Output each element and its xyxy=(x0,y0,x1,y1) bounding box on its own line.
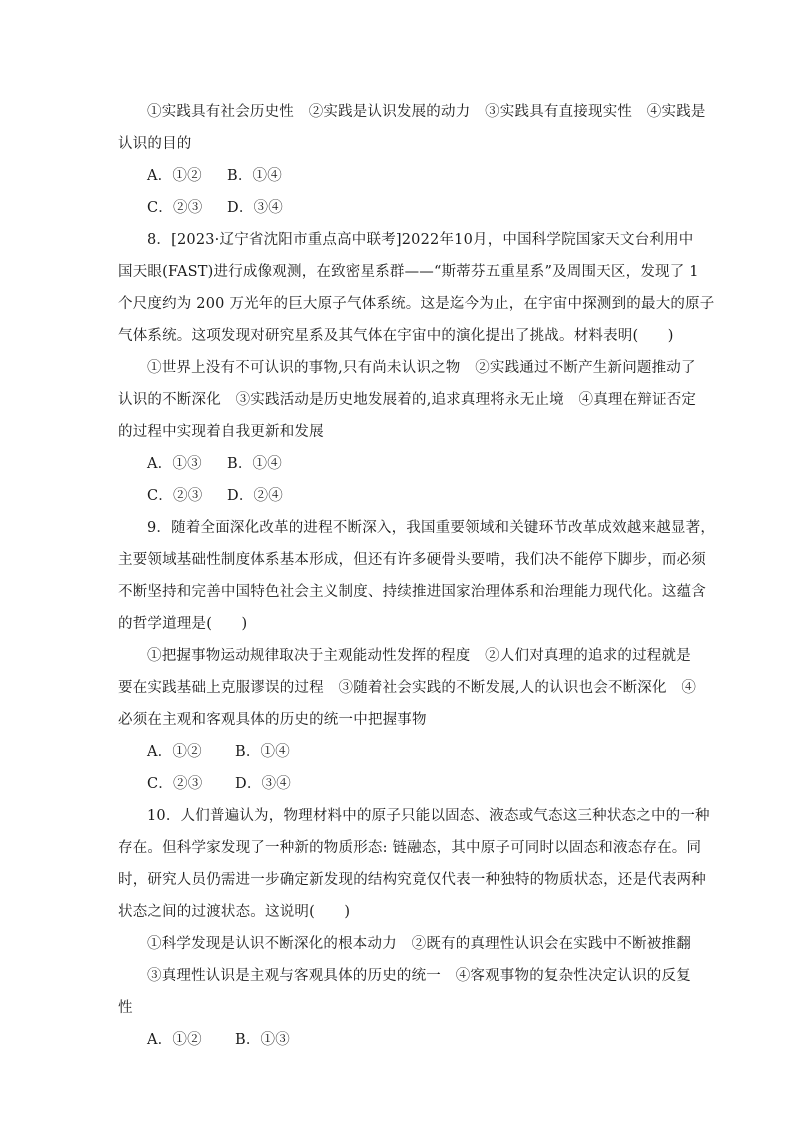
q8-stem-line-3: 个尺度约为 200 万光年的巨大原子气体系统。这是迄今为止，在宇宙中探测到的最大的原子 xyxy=(118,296,715,312)
q8-choice-d: D．②④ xyxy=(227,488,283,504)
q9-choice-c: C．②③ xyxy=(147,776,203,792)
q7-choices-row-2 xyxy=(147,198,283,218)
q9-choices-row-1 xyxy=(147,742,290,762)
q10-stem-line-4: 状态之间的过渡状态。这说明( ) xyxy=(118,904,351,920)
q10-stem-line-2: 存在。但科学家发现了一种新的物质形态: 链融态，其中原子可同时以固态和液态存在。同 xyxy=(118,840,702,856)
q9-choice-d: D．③④ xyxy=(235,776,291,792)
q10-choices-row-1 xyxy=(147,1030,290,1050)
q9-stem-line-1: 9．随着全面深化改革的进程不断深入，我国重要领域和关键环节改革成效越来越显著， xyxy=(147,520,716,536)
q7-choice-a: A．①② xyxy=(147,168,202,184)
q8-options-line-2: 认识的不断深化 ③实践活动是历史地发展着的,追求真理将永无止境 ④真理在辩证否定 xyxy=(118,392,697,408)
q8-choice-a: A．①③ xyxy=(147,456,202,472)
q8-stem-line-2: 国天眼(FAST)进行成像观测，在致密星系群——“斯蒂芬五重星系”及周围天区，发现了 1 xyxy=(118,264,699,280)
q8-choice-c: C．②③ xyxy=(147,488,203,504)
q7-choice-b: B．①④ xyxy=(227,168,282,184)
q9-choice-a: A．①② xyxy=(147,744,202,760)
q9-stem-line-2: 主要领域基础性制度体系基本形成，但还有许多硬骨头要啃，我们决不能停下脚步，而必须 xyxy=(118,552,706,568)
q10-choice-a: A．①② xyxy=(147,1032,202,1048)
q10-stem-line-1: 10．人们普遍认为，物理材料中的原子只能以固态、液态或气态这三种状态之中的一种 xyxy=(147,808,710,824)
q8-choices-row-2 xyxy=(147,486,283,506)
q9-options-line-3: 必须在主观和客观具体的历史的统一中把握事物 xyxy=(118,712,427,728)
q7-choices-row-1 xyxy=(147,166,282,186)
q8-choices-row-1 xyxy=(147,454,282,474)
q7-choice-d: D．③④ xyxy=(227,200,283,216)
q10-choice-b: B．①③ xyxy=(235,1032,290,1048)
q9-options-line-1: ①把握事物运动规律取决于主观能动性发挥的程度 ②人们对真理的追求的过程就是 xyxy=(147,648,691,664)
q10-options-line-1: ①科学发现是认识不断深化的根本动力 ②既有的真理性认识会在实践中不断被推翻 xyxy=(147,936,691,952)
q8-stem-line-1: 8．[2023·辽宁省沈阳市重点高中联考]2022年10月，中国科学院国家天文台利用中 xyxy=(147,232,694,248)
q7-options-line-1: ①实践具有社会历史性 ②实践是认识发展的动力 ③实践具有直接现实性 ④实践是 xyxy=(147,104,706,120)
q9-choices-row-2 xyxy=(147,774,291,794)
q8-options-line-1: ①世界上没有不可认识的事物,只有尚未认识之物 ②实践通过不断产生新问题推动了 xyxy=(147,360,696,376)
q9-stem-line-4: 的哲学道理是( ) xyxy=(118,616,248,632)
q9-choice-b: B．①④ xyxy=(235,744,290,760)
q10-options-line-2: ③真理性认识是主观与客观具体的历史的统一 ④客观事物的复杂性决定认识的反复 xyxy=(147,968,691,984)
q7-options-line-2: 认识的目的 xyxy=(118,136,192,152)
q10-options-line-3: 性 xyxy=(118,1000,133,1016)
q9-stem-line-3: 不断坚持和完善中国特色社会主义制度、持续推进国家治理体系和治理能力现代化。这蕴含 xyxy=(118,584,706,600)
q9-options-line-2: 要在实践基础上克服谬误的过程 ③随着社会实践的不断发展,人的认识也会不断深化 ④ xyxy=(118,680,697,696)
q8-options-line-3: 的过程中实现着自我更新和发展 xyxy=(118,424,324,440)
q8-stem-line-4: 气体系统。这项发现对研究星系及其气体在宇宙中的演化提出了挑战。材料表明( ) xyxy=(118,328,674,344)
q10-stem-line-3: 时，研究人员仍需进一步确定新发现的结构究竟仅代表一种独特的物质状态，还是代表两种 xyxy=(118,872,706,888)
q8-choice-b: B．①④ xyxy=(227,456,282,472)
q7-choice-c: C．②③ xyxy=(147,200,203,216)
